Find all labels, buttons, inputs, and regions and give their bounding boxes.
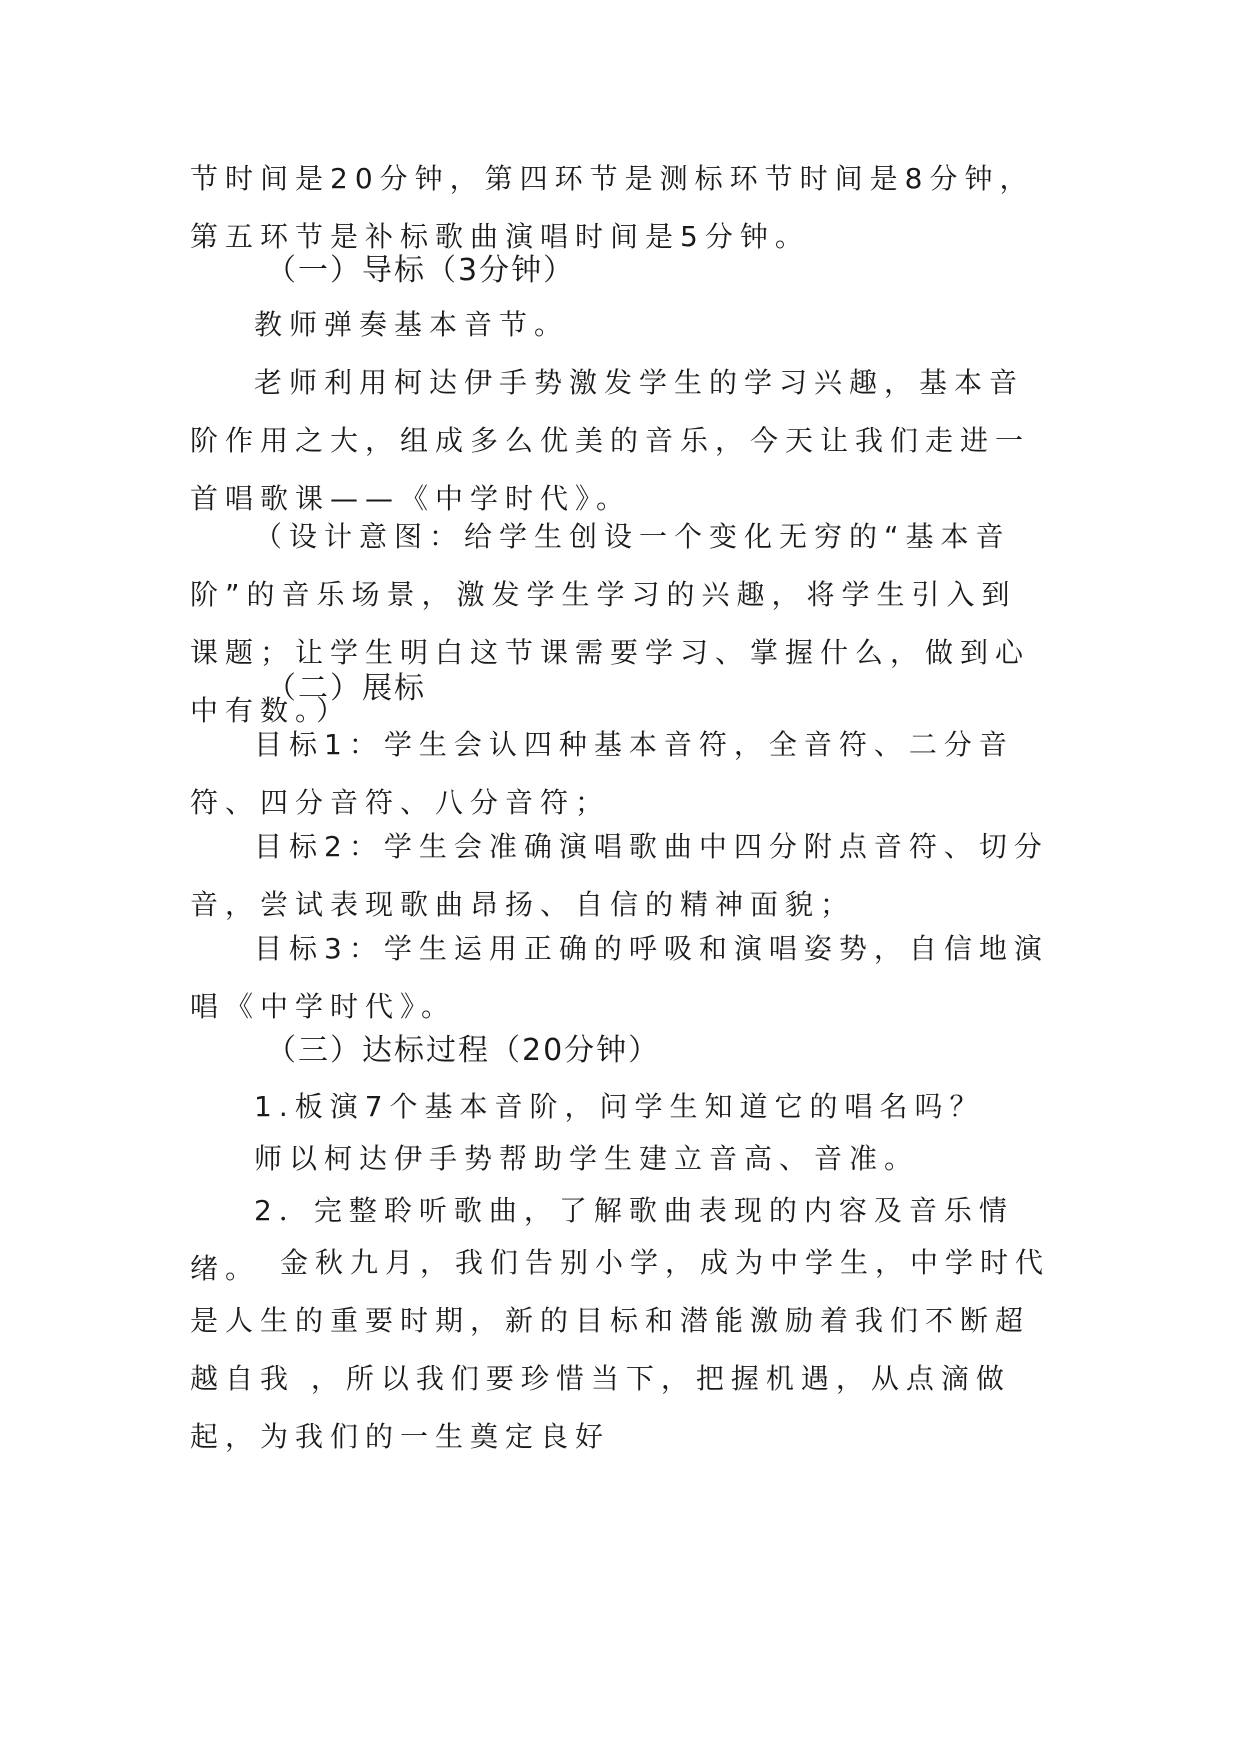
heading-show-target: （二）展标 bbox=[266, 671, 426, 706]
paragraph-step-2: 2．完整聆听歌曲，了解歌曲表现的内容及音乐情绪。 bbox=[190, 1194, 1014, 1285]
paragraph-autumn: 金秋九月，我们告别小学，成为中学生，中学时代是人生的重要时期，新的目标和潜能激励着我们不断超越自我 ，所以我们要珍惜当下，把握机遇，从点滴做起，为我们的一生奠定良好 bbox=[190, 1246, 1051, 1453]
paragraph-goal-3: 目标3：学生运用正确的呼吸和演唱姿势，自信地演唱《中学时代》。 bbox=[190, 932, 1049, 1023]
heading-guide-target: （一）导标（3分钟） bbox=[266, 253, 576, 288]
paragraph-schedule-continued: 节时间是20分钟，第四环节是测标环节时间是8分钟，第五环节是补标歌曲演唱时间是5分钟。 bbox=[190, 162, 1035, 253]
paragraph-goal-1: 目标1：学生会认四种基本音符，全音符、二分音符、四分音符、八分音符； bbox=[190, 728, 1014, 819]
paragraph-teacher-plays: 教师弹奏基本音节。 bbox=[254, 308, 570, 341]
paragraph-design-intent: （设计意图：给学生创设一个变化无穷的“基本音阶”的音乐场景，激发学生学习的兴趣，将学生引入到课题；让学生明白这节课需要学习、掌握什么，做到心中有数。） bbox=[190, 520, 1031, 727]
paragraph-kodaly-pitch: 师以柯达伊手势帮助学生建立音高、音准。 bbox=[254, 1142, 920, 1175]
paragraph-kodaly-intro: 老师利用柯达伊手势激发学生的学习兴趣，基本音阶作用之大，组成多么优美的音乐，今天让我们走进一首唱歌课——《中学时代》。 bbox=[190, 366, 1031, 515]
heading-process: （三）达标过程（20分钟） bbox=[266, 1033, 661, 1068]
paragraph-step-1: 1.板演7个基本音阶，问学生知道它的唱名吗？ bbox=[254, 1090, 985, 1123]
paragraph-goal-2: 目标2：学生会准确演唱歌曲中四分附点音符、切分音，尝试表现歌曲昂扬、自信的精神面貌； bbox=[190, 830, 1049, 921]
